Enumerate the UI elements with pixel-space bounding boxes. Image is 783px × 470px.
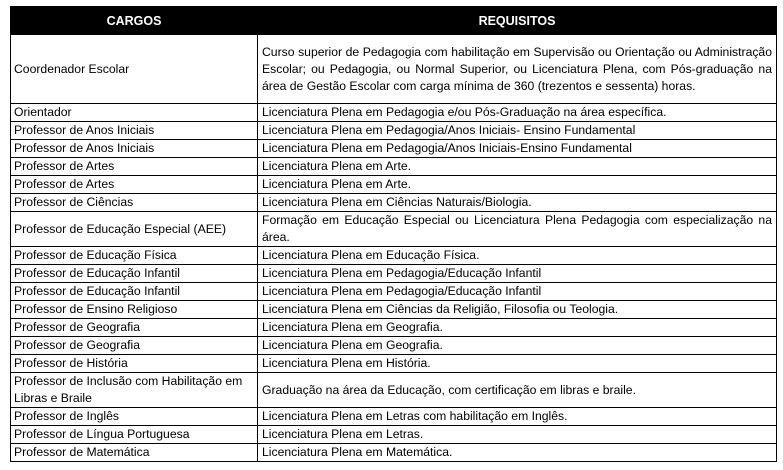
- cargo-cell: Professor de Educação Especial (AEE): [11, 212, 258, 247]
- cargo-cell: Professor de Inclusão com Habilitação em Libras e Braile: [11, 373, 258, 408]
- requisito-cell: Licenciatura Plena em Ciências Naturais/Biologia.: [258, 194, 777, 212]
- requisito-cell: Graduação na área da Educação, com certificação em libras e braile.: [258, 373, 777, 408]
- requisito-cell: Licenciatura Plena em Pedagogia/Educação Infantil: [258, 283, 777, 301]
- table-row: [11, 176, 777, 194]
- cargo-cell: Professor de Educação Física: [11, 247, 258, 265]
- requisito-cell: Licenciatura Plena em Educação Física.: [258, 247, 777, 265]
- requisito-cell: Licenciatura Plena em Pedagogia/Anos Iniciais-Ensino Fundamental: [258, 140, 777, 158]
- table-row: [11, 283, 777, 301]
- header-requisitos: REQUISITOS: [258, 7, 777, 35]
- cargo-cell: Professor de Ciências: [11, 194, 258, 212]
- requisito-cell: Licenciatura Plena em Letras com habilitação em Inglês.: [258, 408, 777, 426]
- table-row: [11, 301, 777, 319]
- requisito-cell: Licenciatura Plena em Geografia.: [258, 319, 777, 337]
- cargo-cell: Coordenador Escolar: [11, 35, 258, 104]
- requisito-cell: Formação em Educação Especial ou Licenciatura Plena Pedagogia com especialização na área.: [258, 212, 777, 247]
- requisito-cell: Licenciatura Plena em História.: [258, 355, 777, 373]
- table-row: [11, 122, 777, 140]
- requisito-cell: Licenciatura Plena em Geografia.: [258, 337, 777, 355]
- cargo-cell: Professor de Anos Iniciais: [11, 122, 258, 140]
- requisito-cell: Licenciatura Plena em Pedagogia/Educação Infantil: [258, 265, 777, 283]
- header-cargos: CARGOS: [11, 7, 258, 35]
- cargo-cell: Professor de Artes: [11, 158, 258, 176]
- requisito-cell: Licenciatura Plena em Letras.: [258, 426, 777, 444]
- cargo-cell: Professor de História: [11, 355, 258, 373]
- table-row: [11, 194, 777, 212]
- table-row: [11, 426, 777, 444]
- table-row: [11, 247, 777, 265]
- requisito-cell: Licenciatura Plena em Ciências da Religião, Filosofia ou Teologia.: [258, 301, 777, 319]
- requisito-cell: Licenciatura Plena em Arte.: [258, 176, 777, 194]
- cargo-cell: Professor de Ensino Religioso: [11, 301, 258, 319]
- table-row: [11, 104, 777, 122]
- cargo-cell: Professor de Geografia: [11, 337, 258, 355]
- requisito-cell: Curso superior de Pedagogia com habilitação em Supervisão ou Orientação ou Administração Escolar; ou Pedagogia, ou Normal Superior, ou Licenciatura Plena, com Pós-graduação na área de Gestão Escolar com carga mínima de 360 (trezentos e sessenta) horas.: [258, 35, 777, 104]
- table-row: [11, 337, 777, 355]
- cargos-requisitos-table: [10, 6, 777, 462]
- table-row: [11, 212, 777, 247]
- table-row: [11, 444, 777, 462]
- cargo-cell: Professor de Educação Infantil: [11, 283, 258, 301]
- cargo-cell: Professor de Anos Iniciais: [11, 140, 258, 158]
- table-row: [11, 140, 777, 158]
- table-row: [11, 158, 777, 176]
- table-row: [11, 373, 777, 408]
- table-row: [11, 408, 777, 426]
- cargo-cell: Professor de Língua Portuguesa: [11, 426, 258, 444]
- requisito-cell: Licenciatura Plena em Pedagogia e/ou Pós-Graduação na área específica.: [258, 104, 777, 122]
- table-row: [11, 35, 777, 104]
- cargo-cell: Professor de Geografia: [11, 319, 258, 337]
- requisito-cell: Licenciatura Plena em Matemática.: [258, 444, 777, 462]
- cargo-cell: Orientador: [11, 104, 258, 122]
- table-row: [11, 319, 777, 337]
- cargo-cell: Professor de Educação Infantil: [11, 265, 258, 283]
- cargo-cell: Professor de Matemática: [11, 444, 258, 462]
- table-row: [11, 265, 777, 283]
- requisito-cell: Licenciatura Plena em Arte.: [258, 158, 777, 176]
- requisito-cell: Licenciatura Plena em Pedagogia/Anos Iniciais- Ensino Fundamental: [258, 122, 777, 140]
- cargos-requisitos-table-container: [10, 6, 776, 462]
- table-header-row: [11, 7, 777, 35]
- table-row: [11, 355, 777, 373]
- cargo-cell: Professor de Artes: [11, 176, 258, 194]
- cargo-cell: Professor de Inglês: [11, 408, 258, 426]
